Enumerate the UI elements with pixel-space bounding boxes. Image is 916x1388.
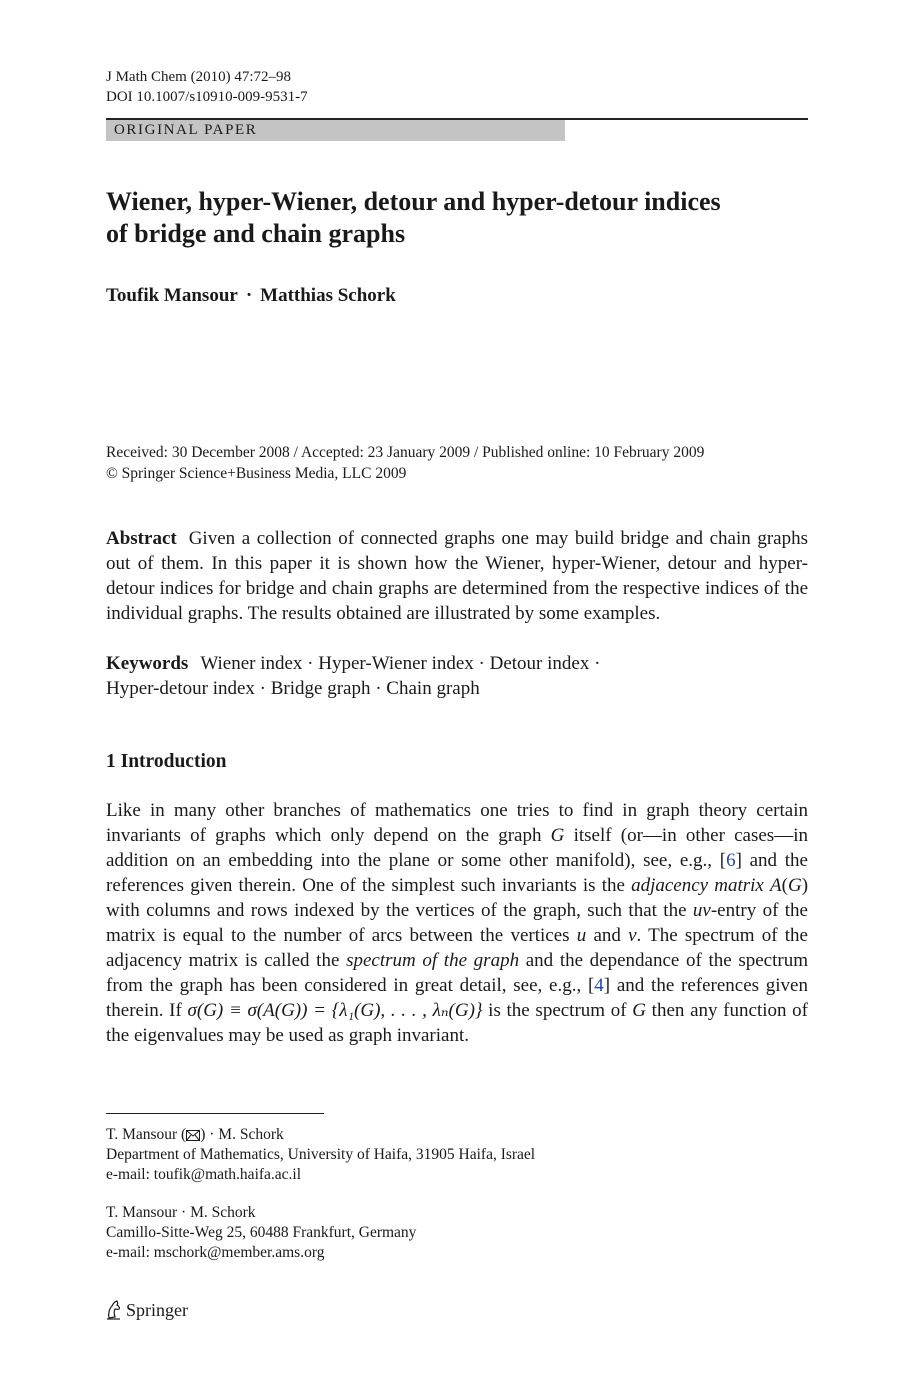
author-separator: · xyxy=(245,285,253,306)
title-line-2: of bridge and chain graphs xyxy=(106,219,406,248)
journal-citation-block xyxy=(106,67,308,107)
keywords-line-1: Wiener index · Hyper-Wiener index · Detour index · xyxy=(200,653,601,674)
journal-citation: J Math Chem (2010) 47:72–98 xyxy=(106,69,291,85)
paper-title xyxy=(106,186,808,250)
intro-paragraph: Like in many other branches of mathematics one tries to find in graph theory certain invariants of graphs which only depend on the graph G itself (or—in other cases—in addition on an embedding into the plane or some other manifold), see, e.g., [6] and the references given therein. One of the simplest such invariants is the adjacency matrix A(G) with columns and rows indexed by the vertices of the graph, such that the uv-entry of the matrix is equal to the number of arcs between the vertices u and v. The spectrum of the adjacency matrix is called the spectrum of the graph and the dependance of the spectrum from the graph has been considered in great detail, see, e.g., [4] and the references given therein. If σ(G) ≡ σ(A(G)) = {λ₁(G), . . . , λₙ(G)} is the spectrum of G then any function of the eigenvalues may be used as graph invariant. xyxy=(106,800,809,1046)
citation-link[interactable]: 6 xyxy=(726,850,736,871)
keywords-label: Keywords xyxy=(106,653,189,674)
affiliation-2-address: Camillo-Sitte-Weg 25, 60488 Frankfurt, Germany xyxy=(106,1224,417,1241)
affiliation-1: T. Mansour ( ) · M. Schork Department of Mathematics, University of Haifa, 31905 Haifa, Israel e-mail: toufik@math.haifa.ac.il xyxy=(106,1125,808,1185)
title-line-1: Wiener, hyper-Wiener, detour and hyper-detour indices xyxy=(106,187,721,216)
term-spectrum: spectrum of the graph xyxy=(346,950,520,971)
abstract-label: Abstract xyxy=(106,528,177,549)
citation-link[interactable]: 4 xyxy=(594,975,604,996)
springer-horse-icon xyxy=(106,1300,122,1320)
copyright: © Springer Science+Business Media, LLC 2009 xyxy=(106,465,407,482)
abstract-text: Given a collection of connected graphs one may build bridge and chain graphs out of them. In this paper it is shown how the Wiener, hyper-Wiener, detour and hyper-detour indices for bridge and chain graphs are determined from the respective indices of the individual graphs. The results obtained are illustrated by some examples. xyxy=(106,528,808,624)
author-list xyxy=(106,284,396,308)
publisher-name: Springer xyxy=(126,1300,188,1320)
abstract xyxy=(106,526,808,626)
affiliation-2-names: T. Mansour · M. Schork xyxy=(106,1204,256,1221)
envelope-icon xyxy=(186,1130,200,1141)
author-name: Matthias Schork xyxy=(260,285,396,306)
affiliation-2-email[interactable]: e-mail: mschork@member.ams.org xyxy=(106,1244,325,1261)
publication-dates xyxy=(106,442,808,484)
publisher-logo xyxy=(106,1298,188,1322)
date-history: Received: 30 December 2008 / Accepted: 23 January 2009 / Published online: 10 February 2009 xyxy=(106,444,705,461)
keywords xyxy=(106,651,808,701)
affiliation-1-email[interactable]: e-mail: toufik@math.haifa.ac.il xyxy=(106,1166,302,1183)
affiliation-1-address: Department of Mathematics, University of Haifa, 31905 Haifa, Israel xyxy=(106,1146,536,1163)
section-number: 1 xyxy=(106,751,116,772)
section-title: Introduction xyxy=(120,751,227,772)
doi: DOI 10.1007/s10910-009-9531-7 xyxy=(106,89,308,105)
term-adjacency-matrix: adjacency matrix xyxy=(631,875,764,896)
keywords-line-2: Hyper-detour index · Bridge graph · Chain graph xyxy=(106,678,480,699)
section-heading xyxy=(106,749,226,774)
footnote-rule xyxy=(106,1113,324,1114)
spectrum-formula: σ(G) ≡ σ(A(G)) = {λ₁(G), . . . , λₙ(G)} xyxy=(187,1000,483,1021)
affiliation-2 xyxy=(106,1203,808,1263)
author-name: Toufik Mansour xyxy=(106,285,238,306)
article-type-banner: ORIGINAL PAPER xyxy=(106,120,565,141)
